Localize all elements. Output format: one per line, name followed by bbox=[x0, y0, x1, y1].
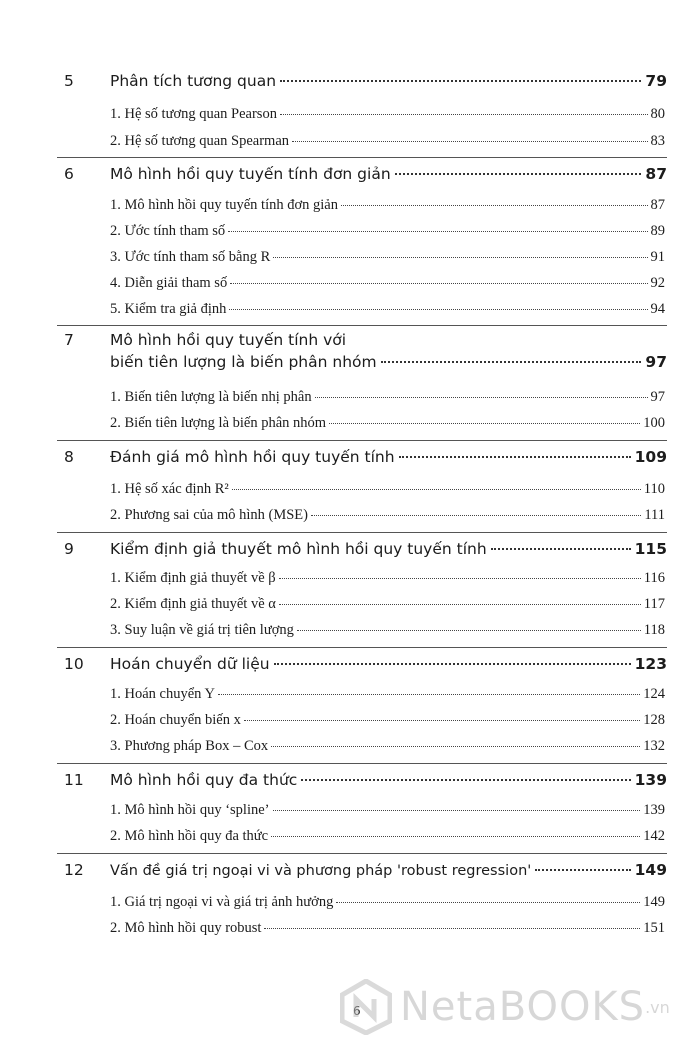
toc-entry[interactable] bbox=[110, 894, 665, 911]
dot-leader bbox=[279, 578, 641, 579]
chapter-page: 79 bbox=[645, 72, 667, 90]
divider bbox=[57, 763, 667, 764]
dot-leader bbox=[228, 231, 647, 232]
dot-leader bbox=[535, 869, 630, 871]
entry-page: 92 bbox=[650, 275, 665, 291]
dot-leader bbox=[280, 80, 641, 82]
toc-entry[interactable] bbox=[110, 106, 665, 123]
toc-entry[interactable] bbox=[110, 389, 665, 406]
toc-entry[interactable] bbox=[110, 570, 665, 587]
dot-leader bbox=[395, 173, 642, 175]
chapter-page: 97 bbox=[645, 353, 667, 371]
entry-title: 2. Mô hình hồi quy đa thức bbox=[110, 828, 269, 844]
entry-page: 111 bbox=[644, 507, 665, 523]
chapter-10-heading[interactable] bbox=[64, 655, 667, 677]
entry-page: 94 bbox=[650, 301, 665, 317]
entry-title: 1. Hoán chuyển Y bbox=[110, 686, 215, 702]
toc-entry[interactable] bbox=[110, 415, 665, 432]
chapter-11-heading[interactable] bbox=[64, 771, 667, 793]
entry-page: 139 bbox=[643, 802, 665, 818]
entry-page: 128 bbox=[643, 712, 665, 728]
toc-entry[interactable] bbox=[110, 920, 665, 937]
watermark-suffix: .vn bbox=[645, 997, 670, 1017]
dot-leader bbox=[280, 114, 648, 115]
chapter-6-heading[interactable] bbox=[64, 165, 667, 187]
toc-entry[interactable] bbox=[110, 596, 665, 613]
chapter-title: Mô hình hồi quy tuyến tính đơn giản bbox=[110, 165, 391, 183]
divider bbox=[57, 440, 667, 441]
entry-title: 1. Giá trị ngoại vi và giá trị ảnh hưởng bbox=[110, 894, 334, 910]
dot-leader bbox=[341, 205, 648, 206]
dot-leader bbox=[218, 694, 640, 695]
dot-leader bbox=[329, 423, 640, 424]
chapter-number: 12 bbox=[64, 861, 84, 879]
entry-page: 100 bbox=[643, 415, 665, 431]
entry-page: 117 bbox=[643, 596, 665, 612]
entry-page: 116 bbox=[643, 570, 665, 586]
toc-entry[interactable] bbox=[110, 275, 665, 292]
entry-title: 3. Phương pháp Box – Cox bbox=[110, 738, 269, 754]
chapter-7-heading[interactable] bbox=[64, 331, 667, 375]
entry-title: 4. Diễn giải tham số bbox=[110, 275, 228, 291]
entry-title: 2. Phương sai của mô hình (MSE) bbox=[110, 507, 308, 523]
chapter-page: 149 bbox=[634, 861, 667, 879]
toc-entry[interactable] bbox=[110, 712, 665, 729]
dot-leader bbox=[399, 456, 631, 458]
entry-title: 3. Ước tính tham số bằng R bbox=[110, 249, 271, 265]
toc-entry[interactable] bbox=[110, 249, 665, 266]
toc-entry[interactable] bbox=[110, 507, 665, 524]
entry-page: 149 bbox=[643, 894, 665, 910]
divider bbox=[57, 532, 667, 533]
entry-page: 91 bbox=[650, 249, 665, 265]
entry-page: 142 bbox=[643, 828, 665, 844]
entry-title: 3. Suy luận về giá trị tiên lượng bbox=[110, 622, 294, 638]
chapter-12-heading[interactable] bbox=[64, 861, 667, 883]
entry-page: 83 bbox=[650, 133, 665, 149]
toc-entry[interactable] bbox=[110, 133, 665, 150]
toc-entry[interactable] bbox=[110, 622, 665, 639]
chapter-number: 11 bbox=[64, 771, 84, 789]
chapter-title: Mô hình hồi quy tuyến tính với bbox=[110, 331, 347, 349]
toc-entry[interactable] bbox=[110, 481, 665, 498]
entry-page: 151 bbox=[643, 920, 665, 936]
toc-entry[interactable] bbox=[110, 828, 665, 845]
chapter-number: 6 bbox=[64, 165, 74, 183]
dot-leader bbox=[297, 630, 641, 631]
toc-entry[interactable] bbox=[110, 223, 665, 240]
entry-title: 1. Kiểm định giả thuyết về β bbox=[110, 570, 276, 586]
chapter-page: 109 bbox=[634, 448, 667, 466]
chapter-8-heading[interactable] bbox=[64, 448, 667, 470]
chapter-5-heading[interactable] bbox=[64, 72, 667, 94]
divider bbox=[57, 853, 667, 854]
dot-leader bbox=[271, 746, 640, 747]
chapter-page: 87 bbox=[645, 165, 667, 183]
chapter-number: 5 bbox=[64, 72, 74, 90]
entry-page: 80 bbox=[650, 106, 665, 122]
toc-entry[interactable] bbox=[110, 802, 665, 819]
entry-title: 1. Mô hình hồi quy tuyến tính đơn giản bbox=[110, 197, 338, 213]
entry-page: 89 bbox=[650, 223, 665, 239]
divider bbox=[57, 325, 667, 326]
chapter-title: Kiểm định giả thuyết mô hình hồi quy tuyến tính bbox=[110, 540, 487, 558]
dot-leader bbox=[381, 361, 642, 363]
watermark-text: NetaBOOKS bbox=[400, 984, 646, 1030]
entry-page: 97 bbox=[650, 389, 665, 405]
dot-leader bbox=[491, 548, 631, 550]
chapter-title: Đánh giá mô hình hồi quy tuyến tính bbox=[110, 448, 395, 466]
dot-leader bbox=[229, 309, 647, 310]
dot-leader bbox=[301, 779, 630, 781]
watermark bbox=[340, 972, 690, 1042]
entry-page: 124 bbox=[643, 686, 665, 702]
dot-leader bbox=[271, 836, 640, 837]
divider bbox=[57, 157, 667, 158]
entry-title: 1. Biến tiên lượng là biến nhị phân bbox=[110, 389, 312, 405]
entry-page: 132 bbox=[643, 738, 665, 754]
entry-title: 2. Ước tính tham số bbox=[110, 223, 226, 239]
chapter-title-line2: biến tiên lượng là biến phân nhóm bbox=[110, 353, 377, 371]
entry-title: 2. Biến tiên lượng là biến phân nhóm bbox=[110, 415, 327, 431]
entry-page: 87 bbox=[650, 197, 665, 213]
entry-title: 2. Hệ số tương quan Spearman bbox=[110, 133, 290, 149]
entry-title: 2. Hoán chuyển biến x bbox=[110, 712, 241, 728]
entry-title: 2. Kiểm định giả thuyết về α bbox=[110, 596, 276, 612]
chapter-page: 123 bbox=[634, 655, 667, 673]
entry-page: 118 bbox=[643, 622, 665, 638]
dot-leader bbox=[273, 810, 641, 811]
dot-leader bbox=[292, 141, 647, 142]
netabooks-logo-icon bbox=[340, 979, 392, 1035]
page-number: 6 bbox=[353, 1004, 361, 1018]
entry-page: 110 bbox=[643, 481, 665, 497]
toc-entry[interactable] bbox=[110, 738, 665, 755]
chapter-9-heading[interactable] bbox=[64, 540, 667, 562]
chapter-number: 10 bbox=[64, 655, 84, 673]
entry-title: 5. Kiểm tra giả định bbox=[110, 301, 227, 317]
chapter-title: Vấn đề giá trị ngoại vi và phương pháp 'robust regression' bbox=[110, 863, 532, 879]
chapter-title: Phân tích tương quan bbox=[110, 72, 277, 90]
divider bbox=[57, 647, 667, 648]
entry-title: 1. Hệ số tương quan Pearson bbox=[110, 106, 277, 122]
dot-leader bbox=[232, 489, 641, 490]
dot-leader bbox=[230, 283, 647, 284]
dot-leader bbox=[264, 928, 640, 929]
chapter-number: 9 bbox=[64, 540, 74, 558]
dot-leader bbox=[273, 257, 647, 258]
dot-leader bbox=[311, 515, 641, 516]
entry-title: 1. Mô hình hồi quy ‘spline’ bbox=[110, 802, 270, 818]
dot-leader bbox=[244, 720, 640, 721]
dot-leader bbox=[336, 902, 640, 903]
toc-entry[interactable] bbox=[110, 686, 665, 703]
toc-entry[interactable] bbox=[110, 197, 665, 214]
chapter-title: Hoán chuyển dữ liệu bbox=[110, 655, 270, 673]
chapter-number: 7 bbox=[64, 331, 74, 349]
dot-leader bbox=[315, 397, 648, 398]
chapter-number: 8 bbox=[64, 448, 74, 466]
chapter-title: Mô hình hồi quy đa thức bbox=[110, 771, 298, 789]
entry-title: 2. Mô hình hồi quy robust bbox=[110, 920, 262, 936]
chapter-page: 115 bbox=[634, 540, 667, 558]
chapter-page: 139 bbox=[634, 771, 667, 789]
entry-title: 1. Hệ số xác định R² bbox=[110, 481, 229, 497]
toc-entry[interactable] bbox=[110, 301, 665, 318]
dot-leader bbox=[279, 604, 641, 605]
dot-leader bbox=[274, 663, 631, 665]
